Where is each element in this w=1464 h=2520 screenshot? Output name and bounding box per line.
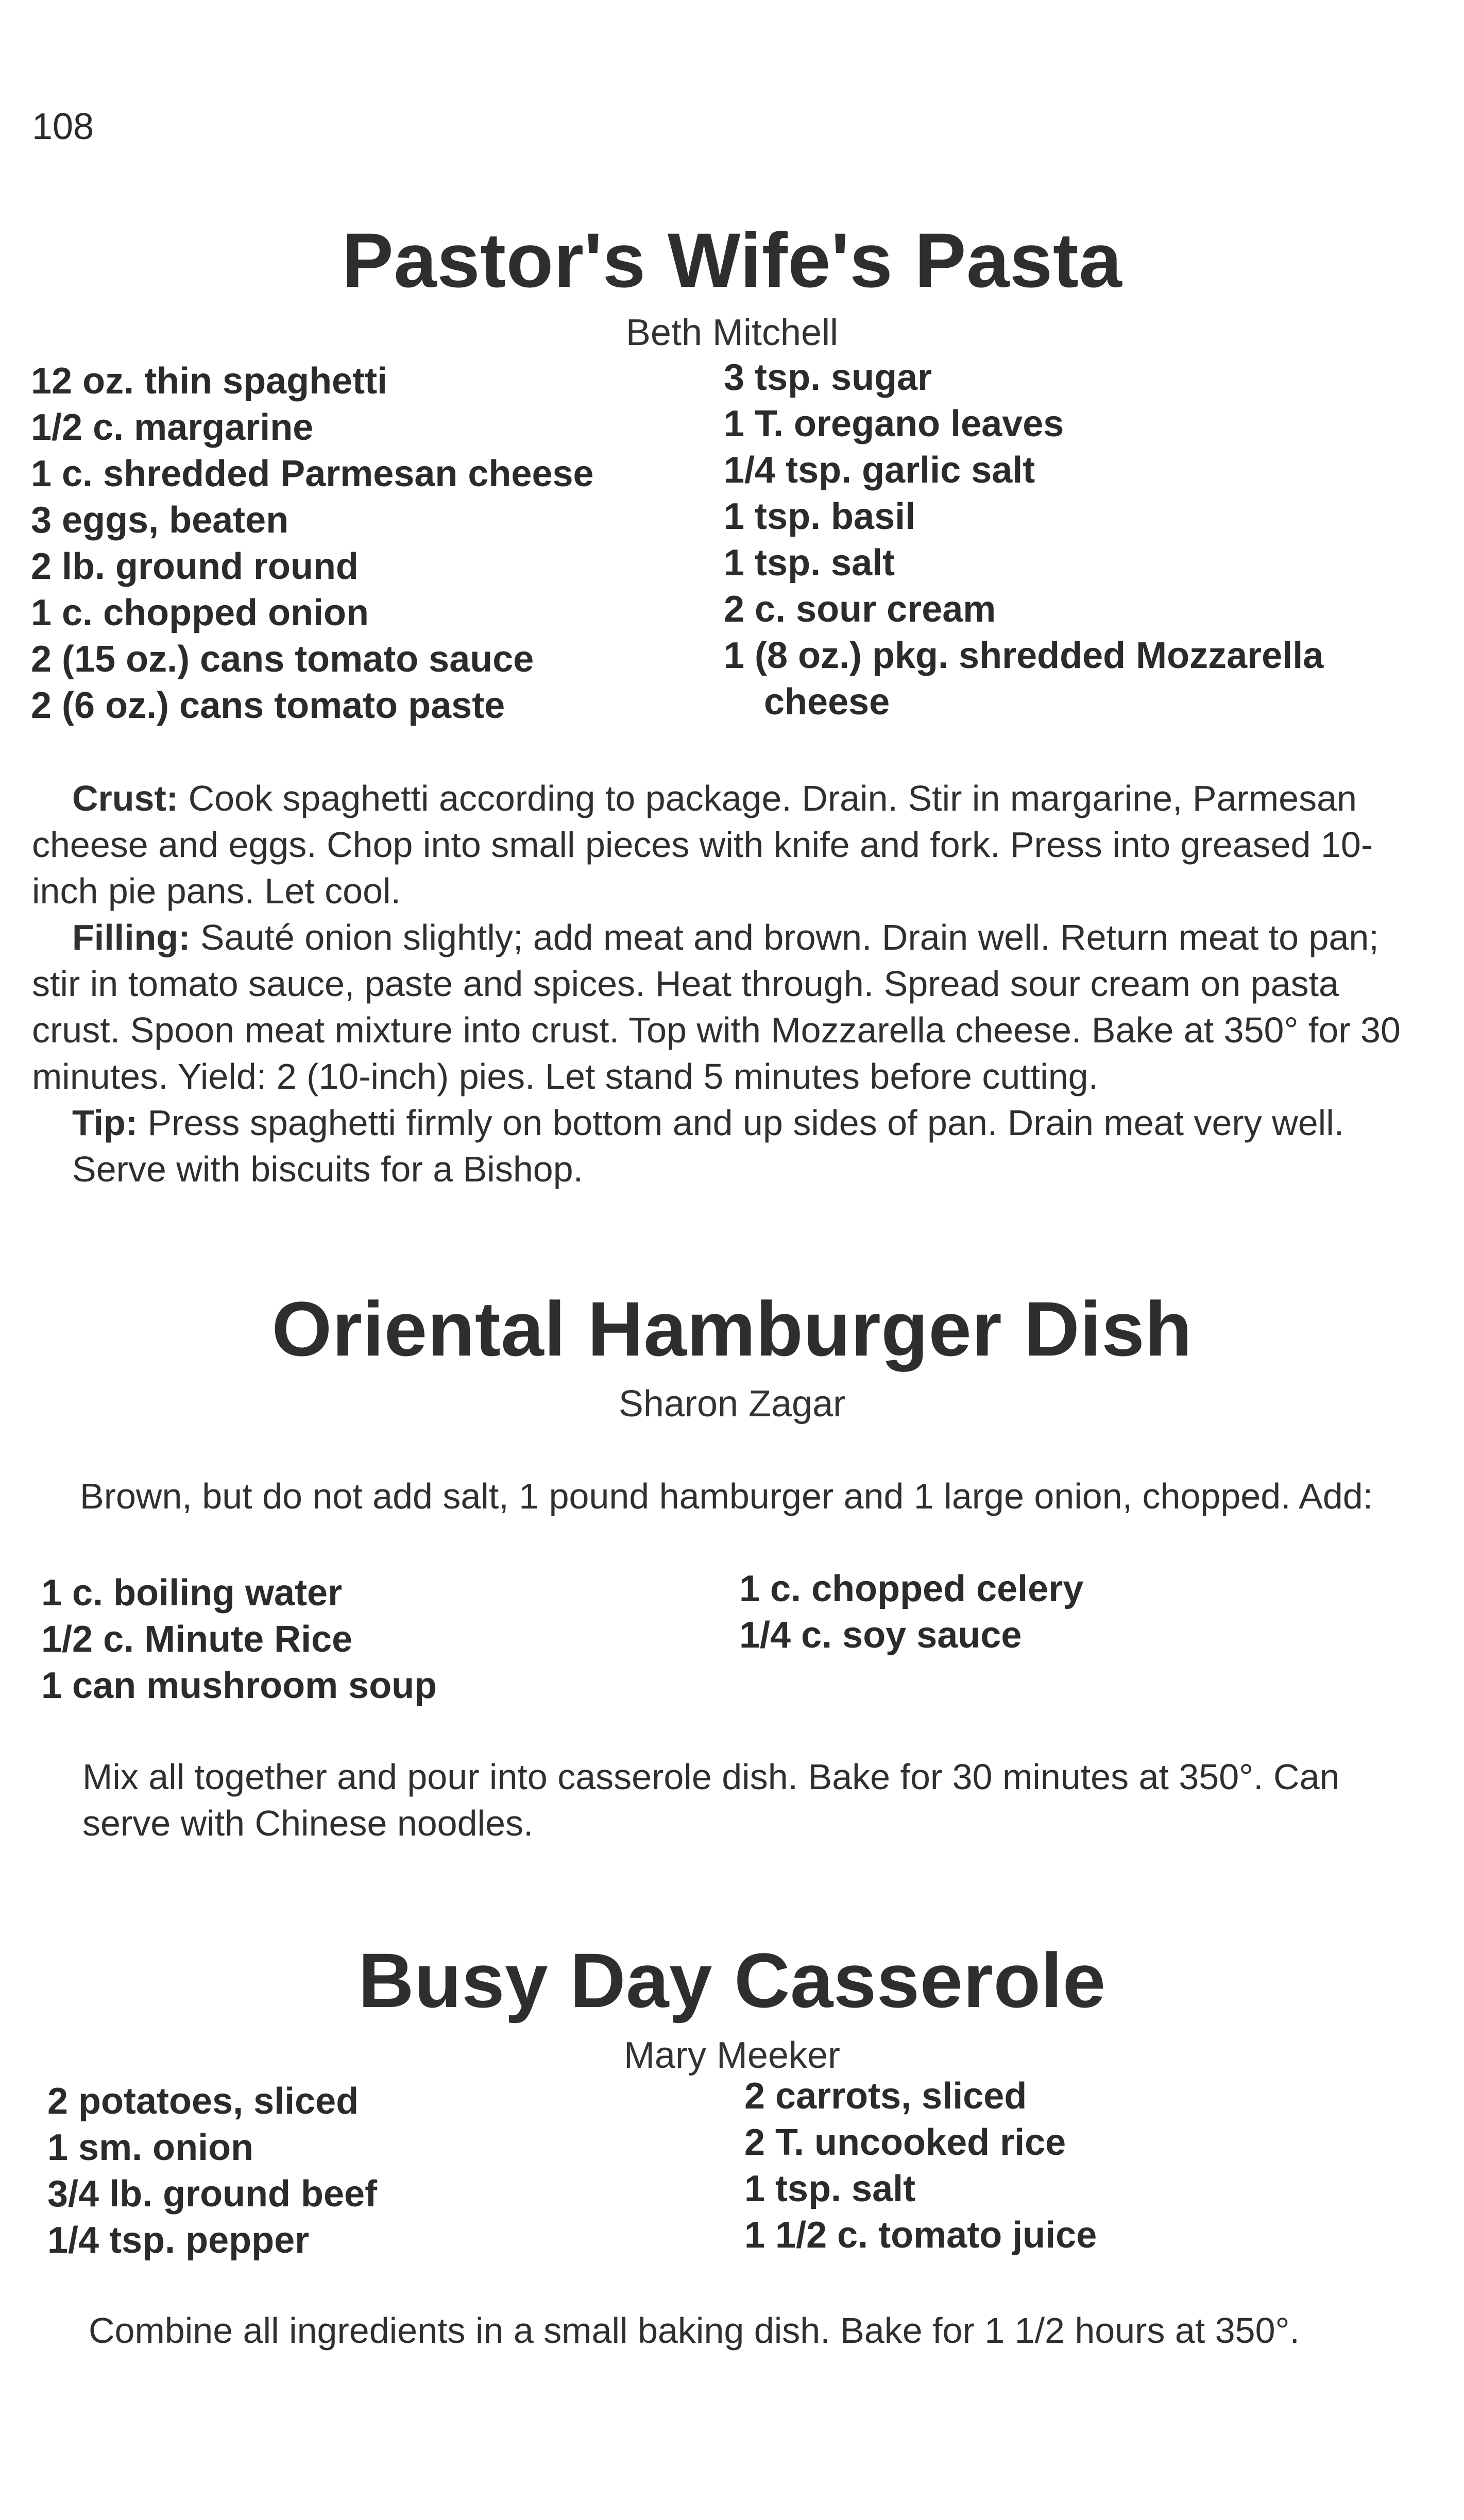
ingredient: 1/4 tsp. pepper [47,2220,310,2261]
ingredient: 3 tsp. sugar [724,357,932,398]
intro-instructions: Brown, but do not add salt, 1 pound hamburger and 1 large onion, chopped. Add: [80,1476,1373,1516]
filling-instructions [32,914,1433,1100]
ingredients-right-column [744,2073,1097,2258]
ingredients-left-column [47,2078,377,2264]
recipe-title: Oriental Hamburger Dish [271,1285,1193,1372]
ingredient: 1/2 c. margarine [31,407,314,448]
directions: Mix all together and pour into casserole dish. Bake for 30 minutes at 350°. Can serve with Chinese noodles. [82,1757,1340,1843]
ingredient: 2 (15 oz.) cans tomato sauce [31,639,534,680]
tip-text: Press spaghetti firmly on bottom and up sides of pan. Drain meat very well. Serve with biscuits for a Bishop. [72,1103,1344,1189]
ingredients-right-column [724,354,1323,725]
crust-instructions [32,775,1433,914]
ingredient: 1 c. shredded Parmesan cheese [31,453,594,494]
ingredient: 1 tsp. salt [724,542,895,584]
ingredients-right-column [739,1566,1083,1658]
crust-label: Crust: [72,778,179,818]
directions: Combine all ingredients in a small baking dish. Bake for 1 1/2 hours at 350°. [89,2310,1300,2351]
ingredient: 1/4 tsp. garlic salt [724,450,1035,491]
ingredient: 1 c. chopped onion [31,592,369,633]
ingredient: 2 carrots, sliced [744,2076,1027,2117]
ingredient: 1 T. oregano leaves [724,403,1064,444]
ingredient: 2 T. uncooked rice [744,2122,1066,2163]
recipe-author: Sharon Zagar [618,1383,846,1425]
ingredient: 12 oz. thin spaghetti [31,361,388,402]
ingredient: 2 lb. ground round [31,546,359,587]
ingredient: 3/4 lb. ground beef [47,2173,378,2215]
ingredient-continuation: cheese [764,681,890,723]
filling-label: Filling: [72,917,191,957]
ingredient: 1 (8 oz.) pkg. shredded Mozzarella [724,635,1324,676]
ingredient: 1 tsp. basil [724,496,916,537]
ingredient: 3 eggs, beaten [31,500,289,541]
ingredient: 1 tsp. salt [744,2168,916,2209]
ingredients-left-column [31,358,594,729]
ingredient: 1 c. chopped celery [739,1568,1084,1609]
crust-text: Cook spaghetti according to package. Drain. Stir in margarine, Parmesan cheese and eggs. Chop into small pieces with knife and fork. Press into greased 10-inch pie pans. Let cool. [32,778,1373,911]
recipe-title: Pastor's Wife's Pasta [342,217,1122,303]
tip-note [72,1100,1432,1192]
recipe-author: Mary Meeker [623,2035,841,2076]
ingredient: 1 c. boiling water [41,1572,343,1614]
ingredient: 1 1/2 c. tomato juice [744,2215,1097,2256]
ingredient: 1/4 c. soy sauce [739,1615,1022,1656]
filling-text: Sauté onion slightly; add meat and brown. Drain well. Return meat to pan; stir in tomato sauce, paste and spices. Heat through. Spread sour cream on pasta crust. Spoon meat mixture into crust. Top with Mozzarella cheese. Bake at 350° for 30 minutes. Yield: 2 (10-inch) pies. Let stand 5 minutes before cutting. [32,917,1401,1096]
ingredient: 2 (6 oz.) cans tomato paste [31,685,505,726]
ingredient: 1/2 c. Minute Rice [41,1619,353,1660]
ingredient: 1 can mushroom soup [41,1665,437,1706]
ingredient: 2 potatoes, sliced [47,2081,359,2122]
tip-label: Tip: [72,1103,138,1143]
recipe-title: Busy Day Casserole [358,1937,1106,2024]
recipe-author: Beth Mitchell [625,312,839,353]
ingredients-left-column [41,1570,437,1709]
page-number: 108 [32,106,94,147]
ingredient: 1 sm. onion [47,2127,254,2168]
ingredient: 2 c. sour cream [724,589,996,630]
